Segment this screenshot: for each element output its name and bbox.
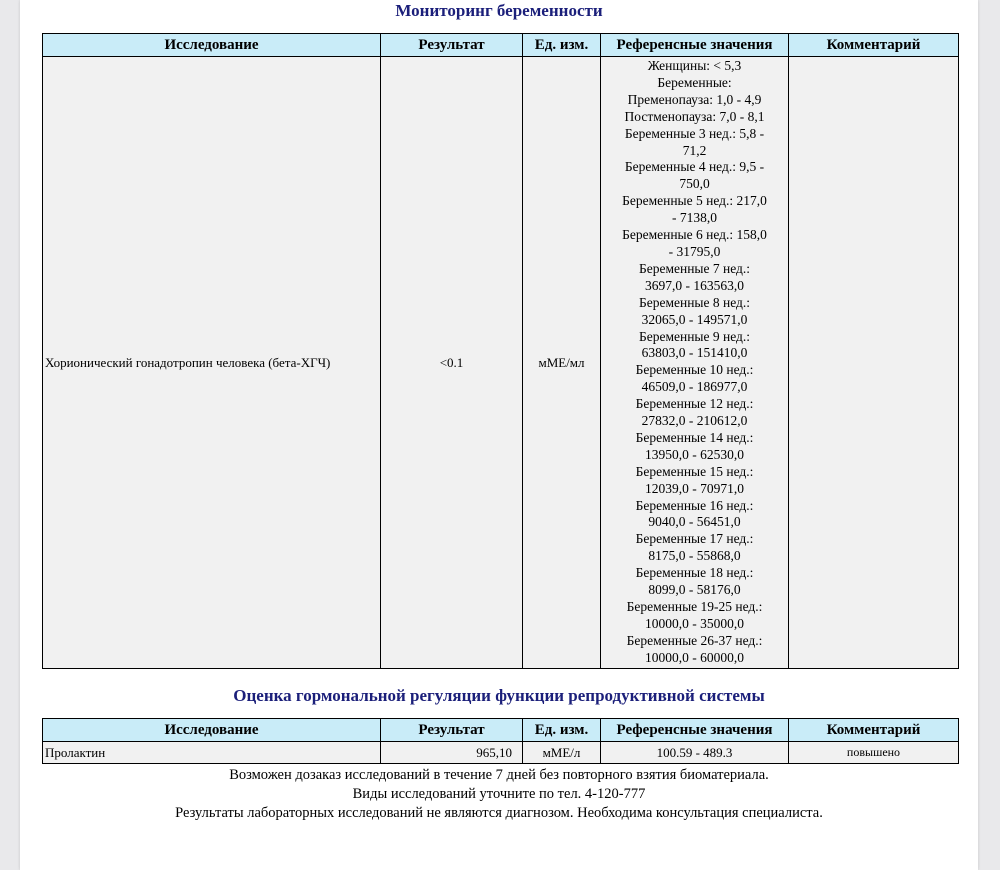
section-title-hormonal-regulation: Оценка гормональной регуляции функции репродуктивной системы: [233, 686, 765, 705]
reference-line: 8099,0 - 58176,0: [648, 582, 741, 598]
reference-line: Беременные:: [657, 74, 732, 90]
footer-reorder-note: Возможен дозаказ исследований в течение 7 дней без повторного взятия биоматериала.: [229, 767, 769, 783]
reference-values-list: [601, 57, 788, 668]
pregnancy-monitoring-table: [42, 33, 959, 669]
table-header-row: [43, 719, 959, 742]
reference-line: Беременные 4 нед.: 9,5 -: [624, 159, 765, 175]
reference-line: Беременные 10 нед.:: [635, 362, 754, 378]
footer-disclaimer: Результаты лабораторных исследований не являются диагнозом. Необходима консультация специалиста.: [175, 805, 823, 821]
reference-line: - 7138,0: [672, 210, 717, 226]
footer-phone-note: Виды исследований уточните по тел. 4-120-777: [352, 786, 646, 802]
reference-line: Беременные 26-37 нед.:: [626, 632, 763, 648]
reference-line: 71,2: [682, 142, 707, 158]
reference-line: Женщины: < 5,3: [647, 58, 742, 73]
reference-line: Беременные 14 нед.:: [635, 429, 754, 445]
report-footer: [20, 766, 978, 823]
reference-line: Беременные 15 нед.:: [635, 463, 754, 479]
column-header-result: Результат: [381, 34, 523, 57]
reference-line: 12039,0 - 70971,0: [645, 480, 744, 496]
reference-line: Беременные 18 нед.:: [635, 565, 754, 581]
reference-line: Постменопауза: 7,0 - 8,1: [624, 108, 765, 124]
reference-line: 10000,0 - 60000,0: [645, 649, 744, 665]
table-row: [43, 57, 959, 669]
reference-line: 9040,0 - 56451,0: [648, 514, 741, 530]
column-header-test: Исследование: [43, 719, 381, 742]
reference-line: Беременные 5 нед.: 217,0: [622, 193, 767, 209]
comment-cell: повышено: [789, 742, 959, 764]
report-page: [20, 0, 978, 870]
comment-cell: [789, 57, 959, 669]
reference-line: Беременные 9 нед.:: [638, 328, 751, 344]
reference-line: 46509,0 - 186977,0: [641, 379, 748, 395]
column-header-unit: Ед. изм.: [523, 719, 601, 742]
table-row: [43, 742, 959, 764]
column-header-reference: Референсные значения: [601, 719, 789, 742]
result-cell: <0.1: [381, 57, 523, 669]
reference-line: Беременные 19-25 нед.:: [626, 599, 763, 614]
reference-line: Беременные 3 нед.: 5,8 -: [624, 125, 765, 141]
unit-cell: мМЕ/л: [523, 742, 601, 764]
section-title-pregnancy-monitoring: Мониторинг беременности: [395, 1, 603, 20]
column-header-result: Результат: [381, 719, 523, 742]
test-name-cell: Хорионический гонадотропин человека (бета-ХГЧ): [43, 57, 381, 669]
column-header-comment: Комментарий: [789, 34, 959, 57]
reference-line: Пременопауза: 1,0 - 4,9: [627, 91, 762, 107]
reference-cell: [601, 57, 789, 669]
table-header-row: [43, 34, 959, 57]
test-name-cell: Пролактин: [43, 742, 381, 764]
reference-line: 750,0: [679, 176, 710, 192]
column-header-test: Исследование: [43, 34, 381, 57]
reference-line: Беременные 7 нед.:: [638, 260, 751, 276]
reference-line: Беременные 16 нед.:: [635, 497, 754, 513]
reference-line: Беременные 6 нед.: 158,0: [622, 227, 767, 243]
reference-line: - 31795,0: [668, 243, 721, 259]
reference-line: Беременные 8 нед.:: [638, 294, 751, 310]
reference-line: 27832,0 - 210612,0: [641, 413, 748, 429]
reference-cell: 100.59 - 489.3: [601, 742, 789, 764]
reference-line: 10000,0 - 35000,0: [645, 615, 744, 631]
hormonal-regulation-table: [42, 718, 959, 764]
unit-cell: мМЕ/мл: [523, 57, 601, 669]
column-header-reference: Референсные значения: [601, 34, 789, 57]
column-header-unit: Ед. изм.: [523, 34, 601, 57]
result-cell: 965,10: [381, 742, 523, 764]
reference-line: Беременные 12 нед.:: [635, 396, 754, 412]
reference-line: 32065,0 - 149571,0: [641, 311, 748, 327]
column-header-comment: Комментарий: [789, 719, 959, 742]
reference-line: 13950,0 - 62530,0: [645, 446, 744, 462]
reference-line: Беременные 17 нед.:: [635, 531, 754, 547]
reference-line: 63803,0 - 151410,0: [641, 345, 748, 361]
reference-line: 3697,0 - 163563,0: [645, 277, 744, 293]
reference-line: 8175,0 - 55868,0: [648, 548, 741, 564]
